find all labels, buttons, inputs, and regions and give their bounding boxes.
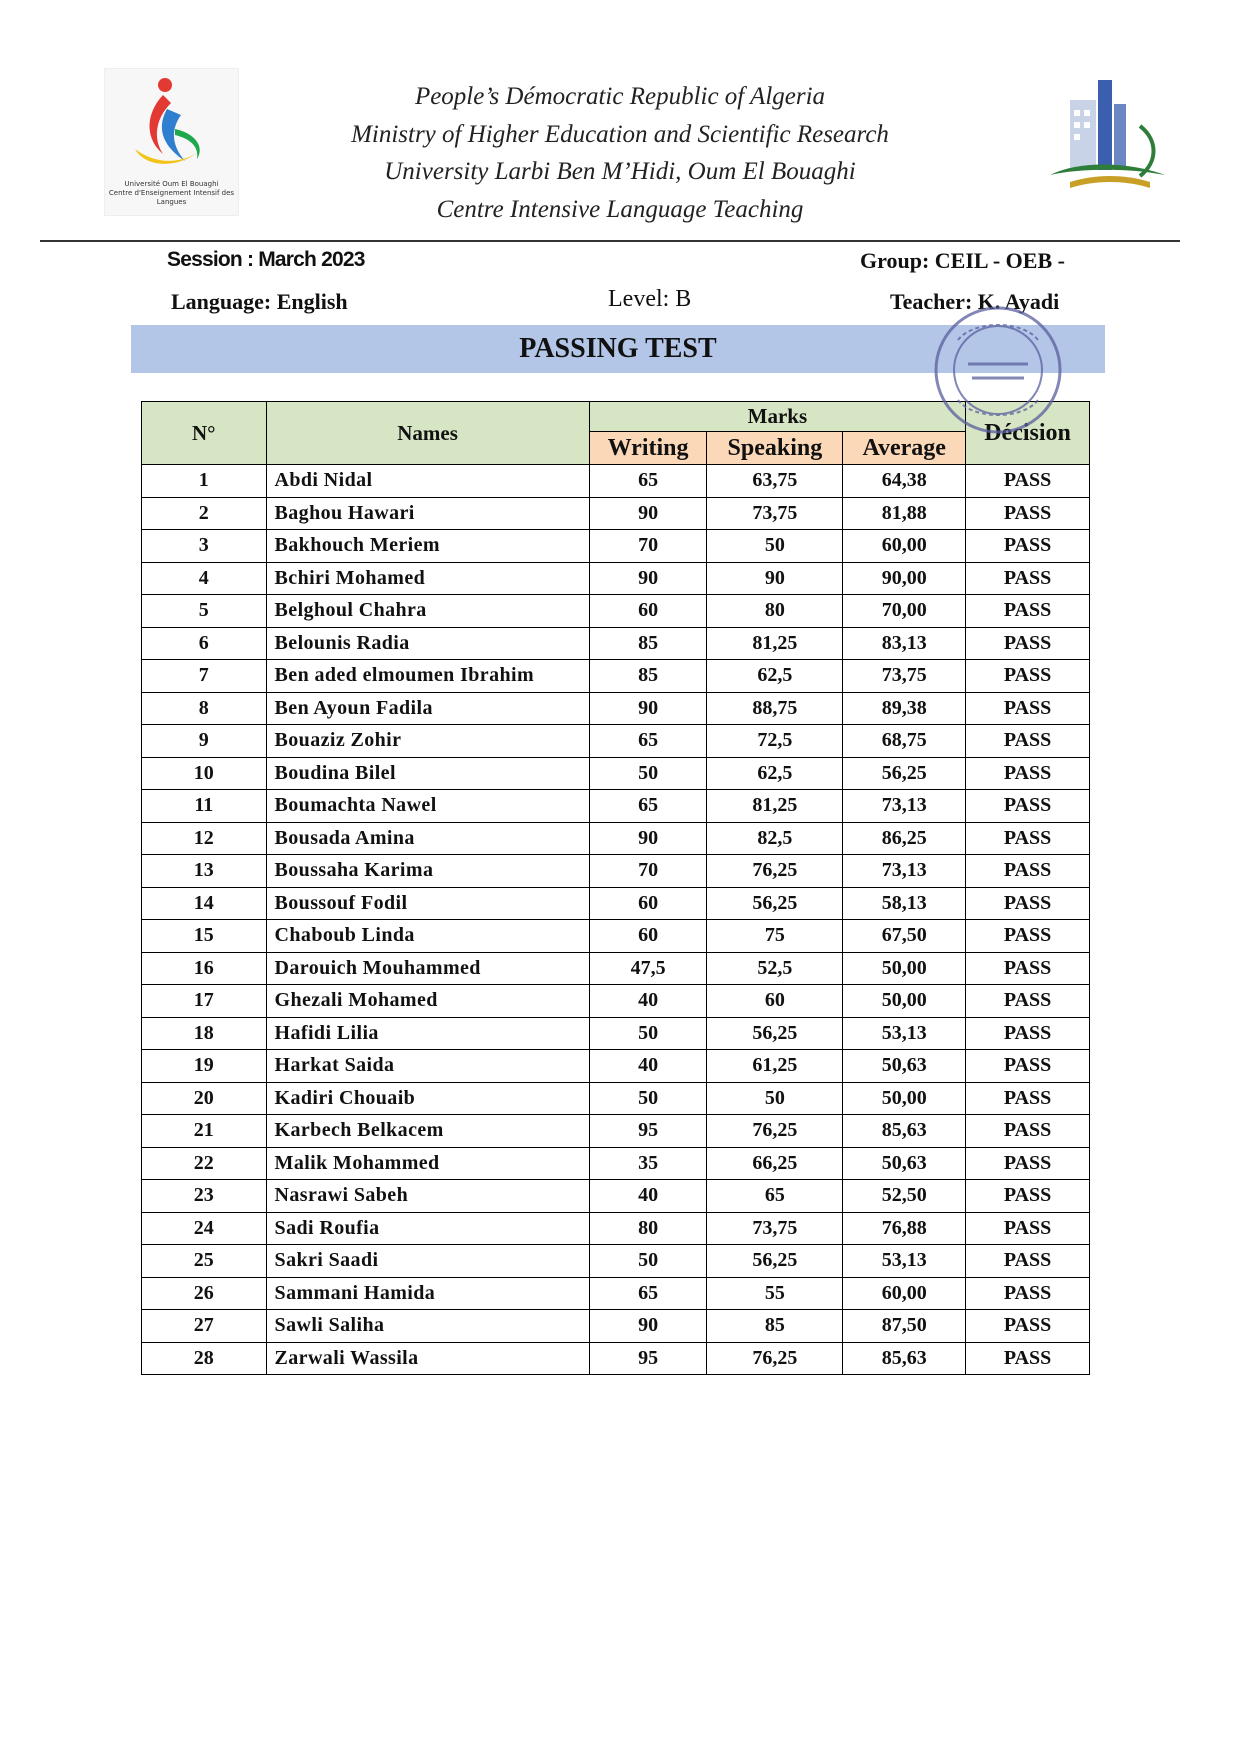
cell-decision: PASS (966, 627, 1090, 660)
cell-name: Belghoul Chahra (266, 595, 589, 628)
table-row (142, 1115, 1090, 1148)
cell-name: Malik Mohammed (266, 1147, 589, 1180)
cell-decision: PASS (966, 1115, 1090, 1148)
cell-no: 14 (142, 887, 267, 920)
cell-average: 50,00 (843, 1082, 966, 1115)
table-row (142, 790, 1090, 823)
cell-name: Sawli Saliha (266, 1310, 589, 1343)
cell-average: 73,13 (843, 855, 966, 888)
cell-speaking: 73,75 (707, 1212, 843, 1245)
table-row (142, 465, 1090, 498)
cell-average: 76,88 (843, 1212, 966, 1245)
table-row (142, 692, 1090, 725)
cell-speaking: 65 (707, 1180, 843, 1213)
results-table-body (142, 465, 1090, 1375)
cell-speaking: 76,25 (707, 1115, 843, 1148)
document-header (300, 78, 940, 228)
table-row (142, 855, 1090, 888)
cell-name: Sadi Roufia (266, 1212, 589, 1245)
cell-speaking: 81,25 (707, 627, 843, 660)
cell-name: Baghou Hawari (266, 497, 589, 530)
cell-writing: 40 (589, 985, 707, 1018)
header-centre: Centre Intensive Language Teaching (436, 195, 804, 223)
cell-writing: 65 (589, 465, 707, 498)
page-title: PASSING TEST (131, 325, 1105, 373)
logo-caption-university: Université Oum El Bouaghi (124, 180, 219, 188)
cell-speaking: 90 (707, 562, 843, 595)
cell-name: Bousada Amina (266, 822, 589, 855)
column-header-decision: Décision (966, 402, 1090, 465)
cell-name: Harkat Saida (266, 1050, 589, 1083)
cell-decision: PASS (966, 1212, 1090, 1245)
column-header-writing: Writing (589, 432, 707, 465)
cell-name: Bouaziz Zohir (266, 725, 589, 758)
cell-decision: PASS (966, 887, 1090, 920)
header-country: People’s Démocratic Republic of Algeria (414, 83, 826, 110)
cell-speaking: 85 (707, 1310, 843, 1343)
cell-average: 83,13 (843, 627, 966, 660)
ribbon-figure-icon (105, 69, 238, 179)
centre-logo (104, 68, 239, 216)
cell-writing: 40 (589, 1050, 707, 1083)
cell-writing: 70 (589, 530, 707, 563)
language-label: Language: English (171, 289, 348, 314)
cell-decision: PASS (966, 1310, 1090, 1343)
cell-speaking: 88,75 (707, 692, 843, 725)
cell-decision: PASS (966, 1180, 1090, 1213)
cell-name: Chaboub Linda (266, 920, 589, 953)
cell-decision: PASS (966, 757, 1090, 790)
column-header-no: N° (142, 402, 267, 465)
cell-decision: PASS (966, 790, 1090, 823)
cell-name: Bakhouch Meriem (266, 530, 589, 563)
cell-no: 2 (142, 497, 267, 530)
cell-writing: 50 (589, 1245, 707, 1278)
cell-no: 8 (142, 692, 267, 725)
cell-writing: 60 (589, 595, 707, 628)
cell-writing: 85 (589, 627, 707, 660)
cell-decision: PASS (966, 595, 1090, 628)
cell-no: 21 (142, 1115, 267, 1148)
results-table (141, 401, 1090, 1375)
table-row (142, 660, 1090, 693)
cell-name: Belounis Radia (266, 627, 589, 660)
cell-average: 73,75 (843, 660, 966, 693)
cell-decision: PASS (966, 1147, 1090, 1180)
cell-name: Karbech Belkacem (266, 1115, 589, 1148)
cell-writing: 95 (589, 1115, 707, 1148)
cell-average: 64,38 (843, 465, 966, 498)
cell-no: 1 (142, 465, 267, 498)
cell-decision: PASS (966, 1082, 1090, 1115)
cell-no: 25 (142, 1245, 267, 1278)
cell-no: 17 (142, 985, 267, 1018)
cell-no: 15 (142, 920, 267, 953)
cell-no: 11 (142, 790, 267, 823)
cell-writing: 65 (589, 790, 707, 823)
cell-no: 12 (142, 822, 267, 855)
cell-decision: PASS (966, 660, 1090, 693)
cell-average: 68,75 (843, 725, 966, 758)
cell-decision: PASS (966, 1050, 1090, 1083)
cell-no: 26 (142, 1277, 267, 1310)
cell-writing: 85 (589, 660, 707, 693)
cell-speaking: 76,25 (707, 1342, 843, 1375)
table-row (142, 822, 1090, 855)
table-row (142, 1050, 1090, 1083)
cell-average: 60,00 (843, 530, 966, 563)
university-building-logo-icon (1040, 70, 1175, 200)
cell-no: 27 (142, 1310, 267, 1343)
table-row (142, 497, 1090, 530)
cell-name: Boudina Bilel (266, 757, 589, 790)
cell-decision: PASS (966, 952, 1090, 985)
cell-no: 7 (142, 660, 267, 693)
cell-name: Nasrawi Sabeh (266, 1180, 589, 1213)
cell-speaking: 56,25 (707, 1017, 843, 1050)
table-row (142, 1310, 1090, 1343)
table-row (142, 920, 1090, 953)
cell-no: 5 (142, 595, 267, 628)
cell-decision: PASS (966, 985, 1090, 1018)
cell-writing: 90 (589, 1310, 707, 1343)
cell-writing: 65 (589, 1277, 707, 1310)
cell-name: Darouich Mouhammed (266, 952, 589, 985)
cell-average: 50,00 (843, 985, 966, 1018)
cell-writing: 35 (589, 1147, 707, 1180)
cell-no: 18 (142, 1017, 267, 1050)
table-row (142, 1180, 1090, 1213)
cell-writing: 50 (589, 757, 707, 790)
cell-name: Boussaha Karima (266, 855, 589, 888)
table-row (142, 725, 1090, 758)
cell-average: 53,13 (843, 1245, 966, 1278)
cell-speaking: 61,25 (707, 1050, 843, 1083)
cell-speaking: 62,5 (707, 757, 843, 790)
group-label: Group: CEIL - OEB - (860, 248, 1065, 273)
cell-speaking: 73,75 (707, 497, 843, 530)
cell-average: 50,63 (843, 1050, 966, 1083)
column-header-names: Names (266, 402, 589, 465)
table-row (142, 1147, 1090, 1180)
table-row (142, 595, 1090, 628)
table-row (142, 1245, 1090, 1278)
cell-average: 85,63 (843, 1115, 966, 1148)
cell-decision: PASS (966, 692, 1090, 725)
cell-average: 86,25 (843, 822, 966, 855)
cell-no: 20 (142, 1082, 267, 1115)
table-row (142, 562, 1090, 595)
column-header-speaking: Speaking (707, 432, 843, 465)
table-row (142, 1017, 1090, 1050)
cell-no: 4 (142, 562, 267, 595)
cell-name: Ben Ayoun Fadila (266, 692, 589, 725)
cell-name: Bchiri Mohamed (266, 562, 589, 595)
table-row (142, 627, 1090, 660)
cell-no: 13 (142, 855, 267, 888)
cell-writing: 60 (589, 920, 707, 953)
cell-speaking: 50 (707, 1082, 843, 1115)
cell-decision: PASS (966, 1017, 1090, 1050)
session-label: Session : March 2023 (167, 248, 365, 271)
cell-speaking: 76,25 (707, 855, 843, 888)
cell-no: 9 (142, 725, 267, 758)
cell-average: 60,00 (843, 1277, 966, 1310)
cell-decision: PASS (966, 855, 1090, 888)
cell-no: 23 (142, 1180, 267, 1213)
cell-writing: 90 (589, 497, 707, 530)
cell-name: Boussouf Fodil (266, 887, 589, 920)
cell-no: 22 (142, 1147, 267, 1180)
cell-name: Hafidi Lilia (266, 1017, 589, 1050)
cell-average: 90,00 (843, 562, 966, 595)
cell-writing: 90 (589, 562, 707, 595)
cell-decision: PASS (966, 562, 1090, 595)
cell-speaking: 82,5 (707, 822, 843, 855)
cell-decision: PASS (966, 497, 1090, 530)
cell-no: 19 (142, 1050, 267, 1083)
table-row (142, 1342, 1090, 1375)
table-row (142, 985, 1090, 1018)
cell-average: 89,38 (843, 692, 966, 725)
cell-no: 16 (142, 952, 267, 985)
cell-writing: 40 (589, 1180, 707, 1213)
cell-speaking: 52,5 (707, 952, 843, 985)
header-ministry: Ministry of Higher Education and Scientific Research (351, 120, 889, 148)
cell-average: 50,00 (843, 952, 966, 985)
table-row (142, 1277, 1090, 1310)
cell-average: 52,50 (843, 1180, 966, 1213)
table-row (142, 887, 1090, 920)
cell-writing: 65 (589, 725, 707, 758)
table-row (142, 757, 1090, 790)
cell-speaking: 80 (707, 595, 843, 628)
cell-average: 53,13 (843, 1017, 966, 1050)
cell-writing: 60 (589, 887, 707, 920)
cell-speaking: 62,5 (707, 660, 843, 693)
cell-average: 73,13 (843, 790, 966, 823)
cell-decision: PASS (966, 1245, 1090, 1278)
level-label: Level: B (608, 286, 692, 312)
teacher-label: Teacher: K. Ayadi (890, 289, 1060, 314)
cell-no: 24 (142, 1212, 267, 1245)
cell-name: Ghezali Mohamed (266, 985, 589, 1018)
cell-decision: PASS (966, 920, 1090, 953)
cell-speaking: 56,25 (707, 887, 843, 920)
cell-name: Boumachta Nawel (266, 790, 589, 823)
cell-no: 28 (142, 1342, 267, 1375)
cell-decision: PASS (966, 1277, 1090, 1310)
table-row (142, 952, 1090, 985)
cell-speaking: 63,75 (707, 465, 843, 498)
cell-writing: 47,5 (589, 952, 707, 985)
cell-name: Zarwali Wassila (266, 1342, 589, 1375)
cell-decision: PASS (966, 465, 1090, 498)
cell-average: 87,50 (843, 1310, 966, 1343)
cell-speaking: 56,25 (707, 1245, 843, 1278)
cell-speaking: 60 (707, 985, 843, 1018)
cell-name: Sakri Saadi (266, 1245, 589, 1278)
cell-name: Sammani Hamida (266, 1277, 589, 1310)
column-header-average: Average (843, 432, 966, 465)
cell-speaking: 55 (707, 1277, 843, 1310)
cell-average: 70,00 (843, 595, 966, 628)
official-stamp-icon (928, 300, 1068, 440)
cell-name: Ben aded elmoumen Ibrahim (266, 660, 589, 693)
cell-writing: 80 (589, 1212, 707, 1245)
table-row (142, 1082, 1090, 1115)
cell-speaking: 75 (707, 920, 843, 953)
column-header-marks: Marks (589, 402, 965, 432)
table-row (142, 1212, 1090, 1245)
cell-average: 50,63 (843, 1147, 966, 1180)
cell-average: 81,88 (843, 497, 966, 530)
cell-no: 10 (142, 757, 267, 790)
cell-decision: PASS (966, 822, 1090, 855)
cell-average: 58,13 (843, 887, 966, 920)
cell-speaking: 72,5 (707, 725, 843, 758)
cell-writing: 50 (589, 1082, 707, 1115)
logo-caption-centre: Centre d'Enseignement Intensif des Langues (108, 189, 235, 206)
cell-decision: PASS (966, 530, 1090, 563)
header-university: University Larbi Ben M’Hidi, Oum El Bouaghi (384, 158, 856, 185)
cell-writing: 50 (589, 1017, 707, 1050)
cell-speaking: 66,25 (707, 1147, 843, 1180)
cell-name: Kadiri Chouaib (266, 1082, 589, 1115)
cell-no: 3 (142, 530, 267, 563)
cell-decision: PASS (966, 1342, 1090, 1375)
cell-average: 85,63 (843, 1342, 966, 1375)
cell-name: Abdi Nidal (266, 465, 589, 498)
cell-writing: 90 (589, 692, 707, 725)
cell-decision: PASS (966, 725, 1090, 758)
cell-no: 6 (142, 627, 267, 660)
header-divider (40, 240, 1180, 242)
cell-average: 56,25 (843, 757, 966, 790)
cell-writing: 90 (589, 822, 707, 855)
cell-writing: 95 (589, 1342, 707, 1375)
cell-writing: 70 (589, 855, 707, 888)
cell-speaking: 50 (707, 530, 843, 563)
table-row (142, 530, 1090, 563)
cell-speaking: 81,25 (707, 790, 843, 823)
cell-average: 67,50 (843, 920, 966, 953)
